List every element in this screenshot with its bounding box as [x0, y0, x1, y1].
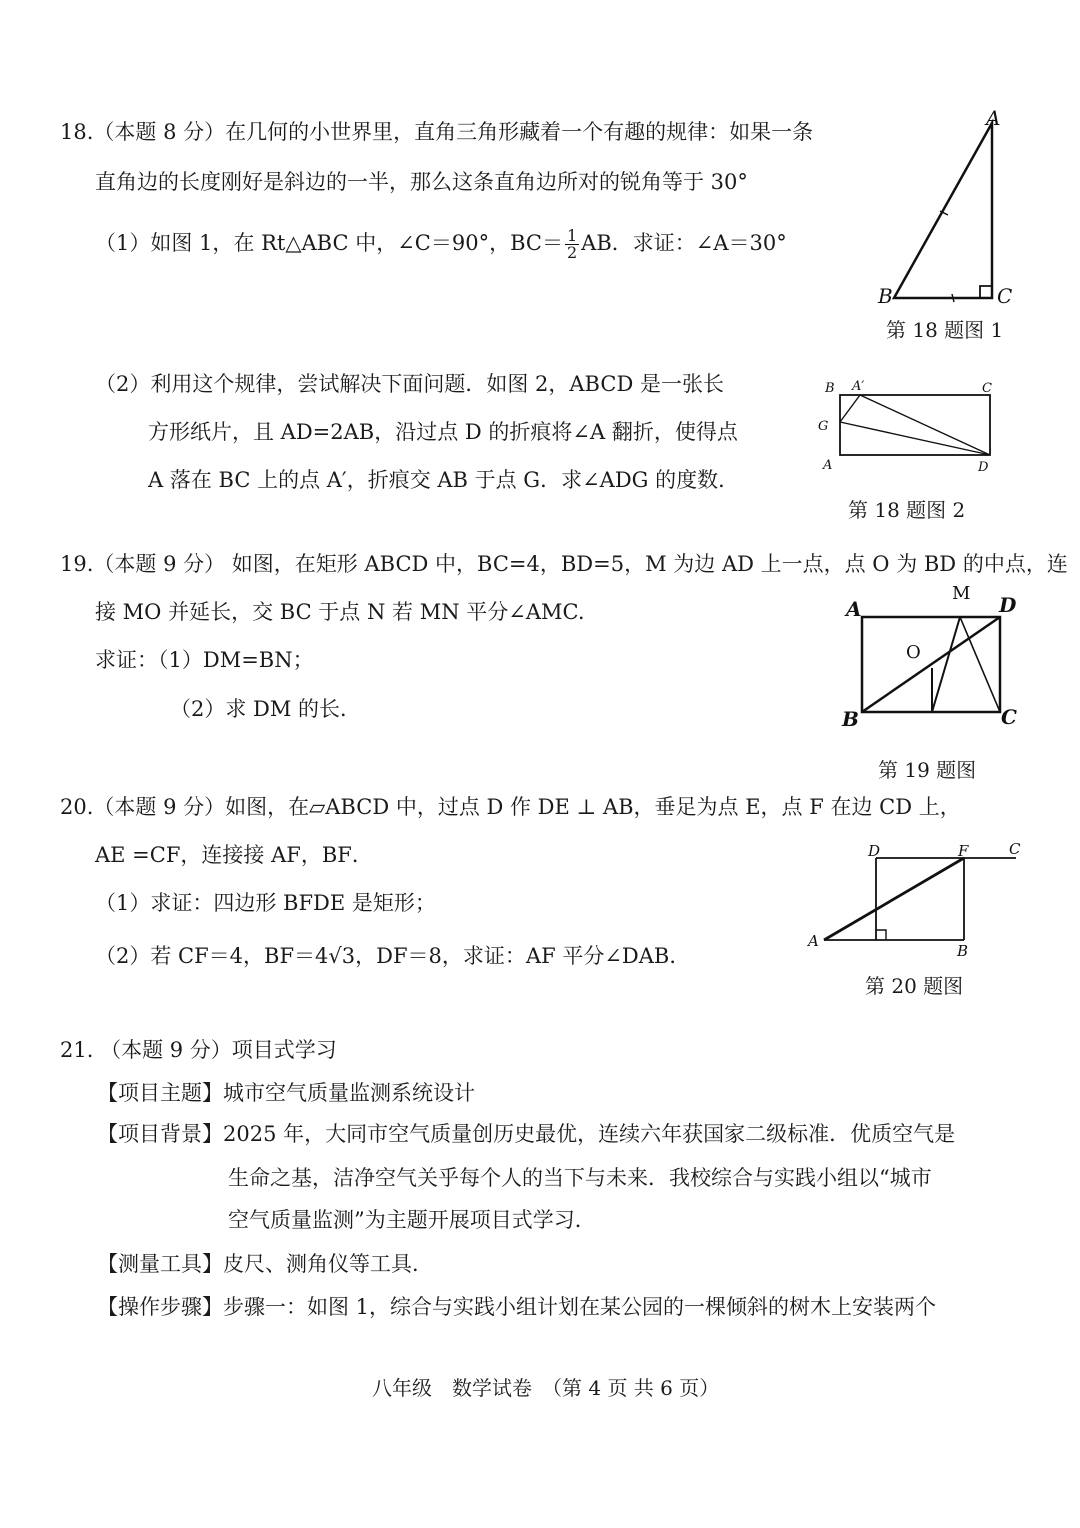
- label-A: A: [823, 458, 833, 473]
- q19-line4: （2）求 DM 的长．: [170, 697, 362, 721]
- q21-line1: 21. （本题 9 分）项目式学习: [60, 1038, 337, 1062]
- label-D: D: [868, 842, 881, 860]
- segment-mn: [932, 617, 960, 712]
- label-C: C: [1001, 705, 1017, 729]
- tick-mark: [952, 294, 954, 302]
- q19-line1: 19.（本题 9 分） 如图，在矩形 ABCD 中，BC=4，BD=5，M 为边 AD 上一点，点 O 为 BD 的中点，连: [60, 552, 1068, 576]
- q19-caption: 第 19 题图: [878, 758, 977, 782]
- q21-steps: 【操作步骤】步骤一：如图 1，综合与实践小组计划在某公园的一棵倾斜的树木上安装两个: [97, 1295, 937, 1319]
- q19-line3: 求证：（1）DM=BN；: [95, 648, 314, 672]
- label-B: B: [825, 381, 835, 396]
- q19-figure: [838, 580, 1028, 730]
- label-B: B: [878, 284, 893, 308]
- q18-part2-line1: （2）利用这个规律，尝试解决下面问题．如图 2，ABCD 是一张长: [95, 372, 724, 396]
- q18-figure1: [870, 105, 1030, 315]
- right-angle-mark: [980, 286, 992, 298]
- q18-part2-line2: 方形纸片，且 AD=2AB，沿过点 D 的折痕将∠A 翻折，使得点: [148, 420, 738, 444]
- rectangle-abcd: [840, 395, 990, 455]
- label-A: A: [808, 932, 819, 950]
- label-C: C: [982, 381, 992, 396]
- label-D: D: [999, 593, 1017, 617]
- segment-a2d: [860, 395, 990, 455]
- q20-figure: [806, 836, 1026, 966]
- label-D: D: [978, 460, 989, 475]
- q20-line4: （2）若 CF＝4，BF＝4√3，DF＝8，求证：AF 平分∠DAB．: [95, 944, 691, 968]
- q21-theme: 【项目主题】城市空气质量监测系统设计: [97, 1081, 475, 1105]
- segment-af: [824, 858, 964, 940]
- q18-part2-line3: A 落在 BC 上的点 A′，折痕交 AB 于点 G．求∠ADG 的度数．: [148, 468, 740, 492]
- q18-line1: 18.（本题 8 分）在几何的小世界里，直角三角形藏着一个有趣的规律：如果一条: [60, 120, 814, 144]
- q18-part1-prefix: （1）如图 1，在 Rt△ABC 中，∠C＝90°，BC＝: [95, 231, 563, 255]
- q20-line1: 20.（本题 9 分）如图，在▱ABCD 中，过点 D 作 DE ⊥ AB，垂足为点 E，点 F 在边 CD 上，: [60, 795, 961, 819]
- q18-line2: 直角边的长度刚好是斜边的一半，那么这条直角边所对的锐角等于 30°: [95, 170, 748, 194]
- label-B: B: [957, 942, 969, 960]
- fraction-numerator: 1: [566, 226, 578, 245]
- q18-fig2-caption: 第 18 题图 2: [848, 498, 966, 522]
- fraction-denominator: 2: [566, 243, 578, 262]
- q18-part1-suffix: AB．求证：∠A＝30°: [581, 231, 787, 255]
- right-angle-mark: [876, 930, 886, 940]
- label-A: A: [986, 106, 1001, 130]
- segment-ga2: [840, 395, 860, 422]
- label-B: B: [842, 707, 859, 731]
- q18-fig1-caption: 第 18 题图 1: [886, 318, 1004, 342]
- label-O: O: [906, 642, 921, 663]
- page-footer: 八年级 数学试卷 （第 4 页 共 6 页）: [372, 1376, 720, 1400]
- q21-tools: 【测量工具】皮尺、测角仪等工具．: [97, 1252, 433, 1276]
- q20-caption: 第 20 题图: [865, 974, 964, 998]
- q20-line3: （1）求证：四边形 BFDE 是矩形；: [95, 891, 436, 915]
- q18-part1: [95, 228, 787, 261]
- q20-line2: AE =CF，连接接 AF，BF．: [95, 843, 373, 867]
- fold-line-gd: [840, 422, 990, 455]
- label-A-prime: A′: [852, 379, 865, 394]
- triangle-abc: [894, 123, 992, 298]
- label-G: G: [818, 419, 829, 434]
- q21-background-line2: 生命之基，洁净空气关乎每个人的当下与未来．我校综合与实践小组以“城市: [228, 1166, 932, 1190]
- label-C: C: [1009, 840, 1021, 858]
- label-A: A: [846, 597, 862, 621]
- label-C: C: [997, 284, 1013, 308]
- label-F: F: [958, 842, 969, 860]
- q19-line2: 接 MO 并延长，交 BC 于点 N 若 MN 平分∠AMC.: [95, 600, 585, 624]
- q21-background-line3: 空气质量监测”为主题开展项目式学习．: [228, 1208, 596, 1232]
- label-M: M: [952, 583, 971, 604]
- q18-fraction: [565, 228, 579, 261]
- q21-background-line1: 【项目背景】2025 年，大同市空气质量创历史最优，连续六年获国家二级标准．优质空气是: [97, 1122, 956, 1146]
- q18-figure2: [808, 375, 1008, 475]
